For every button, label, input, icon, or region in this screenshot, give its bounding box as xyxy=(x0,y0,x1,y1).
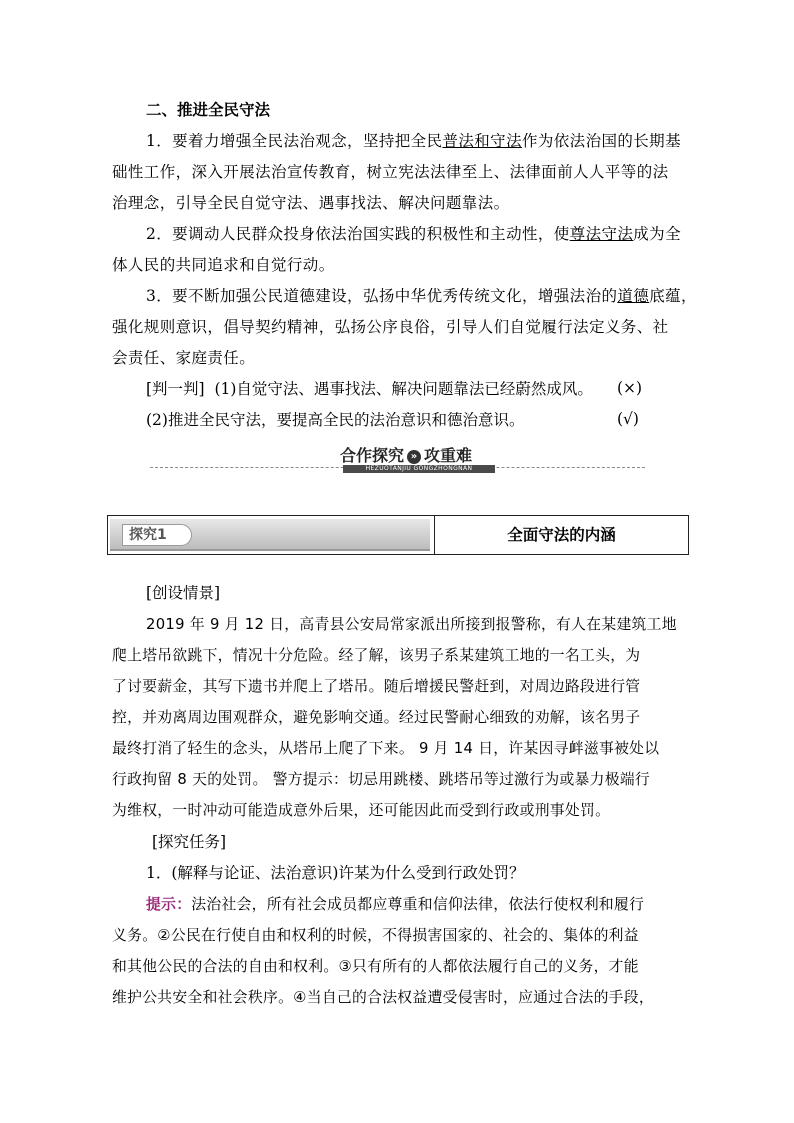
text-run: 2．要调动人民群众投身依法治国实践的积极性和主动性，使 xyxy=(146,225,570,243)
explore-tab-area xyxy=(110,519,430,551)
explore-tab-label: 探究1 xyxy=(122,524,192,546)
task-label: [探究任务] xyxy=(152,833,227,851)
text-run: 作为依法治国的长期基 xyxy=(521,132,681,150)
paragraph-3-line-2: 强化规则意识，倡导契约精神，弘扬公序良俗，引导人们自觉履行法定义务、社 xyxy=(112,318,669,336)
banner-title xyxy=(340,443,472,466)
section-banner xyxy=(150,440,645,474)
scenario-line: 2019 年 9 月 12 日，高青县公安局常家派出所接到报警称，有人在某建筑工地 xyxy=(146,616,677,633)
paragraph-1-line-3: 治理念，引导全民自觉守法、遇事找法、解决问题靠法。 xyxy=(112,194,510,212)
arrow-circle-icon: » xyxy=(407,450,421,464)
paragraph-1-line-1 xyxy=(146,131,716,151)
text-run: 底蕴， xyxy=(649,287,697,305)
underlined-term: 尊法守法 xyxy=(569,225,634,243)
banner-subtitle: HEZUOTANJIU GONGZHONGNAN xyxy=(343,465,495,473)
banner-title-part: 攻重难 xyxy=(424,446,473,465)
hint-line: 维护公共安全和社会秩序。④当自己的合法权益遭受侵害时，应通过合法的手段， xyxy=(112,989,654,1006)
scenario-line: 最终打消了轻生的念头，从塔吊上爬了下来。 9 月 14 日，许某因寻衅滋事被处以 xyxy=(112,740,660,757)
underlined-term: 普法和守法 xyxy=(442,132,522,150)
scenario-line: 为维权，一时冲动可能造成意外后果，还可能因此而受到行政或刑事处罚。 xyxy=(112,802,611,819)
judge-answer-1: (×) xyxy=(617,379,643,397)
scenario-label: [创设情景] xyxy=(146,584,221,602)
paragraph-3-line-3: 会责任、家庭责任。 xyxy=(112,349,256,367)
hint-line: 和其他公民的合法的自由和权利。③只有所有的人都依法履行自己的义务，才能 xyxy=(112,958,639,975)
paragraph-2-line-1 xyxy=(146,224,716,244)
banner-title-part: 合作探究 xyxy=(340,446,405,465)
section-heading: 二、推进全民守法 xyxy=(146,100,271,119)
judge-item-2: (2)推进全民守法，要提高全民的法治意识和德治意识。 xyxy=(146,411,525,429)
explore-tab-bar xyxy=(110,519,430,551)
scenario-line: 了讨要薪金，其写下遗书并爬上了塔吊。随后增援民警赶到，对周边路段进行管 xyxy=(112,678,641,695)
underlined-term: 道德 xyxy=(617,287,650,305)
task-question: 1．(解释与论证、法治意识)许某为什么受到行政处罚？ xyxy=(146,864,525,882)
hint-line-1 xyxy=(146,895,716,915)
scenario-line: 行政拘留 8 天的处罚。 警方提示：切忌用跳楼、跳塔吊等过激行为或暴力极端行 xyxy=(112,771,651,788)
judge-label: [判一判] xyxy=(146,380,205,398)
hint-line: 义务。②公民在行使自由和权利的时候，不得损害国家的、社会的、集体的利益 xyxy=(112,927,639,944)
scenario-line: 爬上塔吊欲跳下，情况十分危险。经了解，该男子系某建筑工地的一名工头，为 xyxy=(112,647,641,664)
paragraph-2-line-2: 体人民的共同追求和自觉行动。 xyxy=(112,256,335,274)
text-run: 成为全 xyxy=(633,225,681,243)
paragraph-3-line-1 xyxy=(146,286,716,306)
paragraph-1-line-2: 础性工作，深入开展法治宣传教育，树立宪法法律至上、法律面前人人平等的法 xyxy=(112,163,669,181)
explore-section-box xyxy=(107,515,689,555)
text-run: 3．要不断加强公民道德建设，弘扬中华优秀传统文化，增强法治的 xyxy=(146,287,618,305)
text-run: 1．要着力增强全民法治观念，坚持把全民 xyxy=(146,132,443,150)
scenario-line: 控，并劝离周边围观群众，避免影响交通。经过民警耐心细致的劝解，该名男子 xyxy=(112,709,641,726)
hint-text: 法治社会，所有社会成员都应尊重和信仰法律，依法行使权利和履行 xyxy=(191,896,645,913)
explore-title: 全面守法的内涵 xyxy=(507,525,616,544)
hint-label: 提示： xyxy=(146,896,192,913)
judge-question: (1)自觉守法、遇事找法、解决问题靠法已经蔚然成风。 xyxy=(214,380,593,398)
judge-answer-2: (√) xyxy=(617,410,639,428)
